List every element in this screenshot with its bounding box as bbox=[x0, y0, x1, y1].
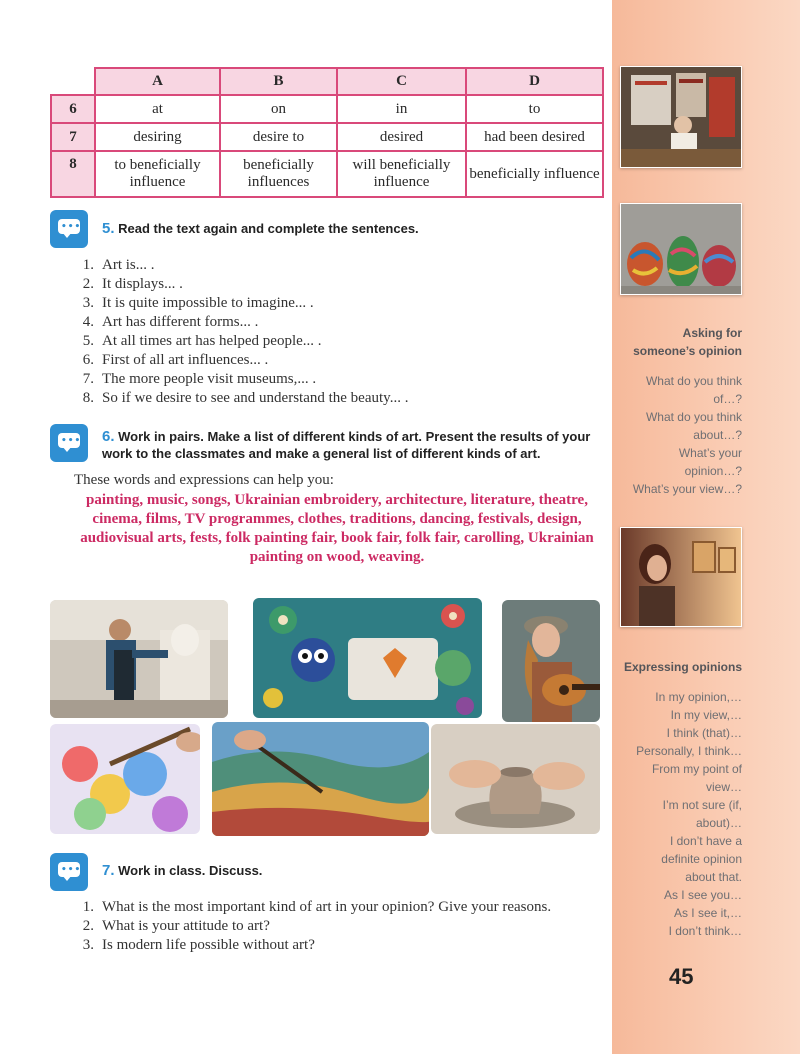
phrase-line: I think (that)… bbox=[666, 726, 742, 740]
column-header: A bbox=[95, 68, 220, 95]
task-number: 7. bbox=[102, 862, 115, 879]
task-number: 5. bbox=[102, 220, 115, 237]
table-row bbox=[51, 123, 603, 151]
expressing-opinions-heading: Expressing opinions bbox=[623, 660, 742, 674]
table-cell: in bbox=[337, 95, 466, 123]
table-cell: had been desired bbox=[466, 123, 603, 151]
embroidery-exhibition-photo bbox=[620, 66, 742, 168]
landscape-painting-photo bbox=[212, 722, 429, 836]
list-item: 1. What is the most important kind of art in your opinion? Give your reasons. bbox=[82, 899, 552, 915]
asking-title-line: someone’s opinion bbox=[633, 344, 742, 358]
phrase-line: What’s your view…? bbox=[632, 482, 742, 496]
phrase-line: What do you think bbox=[645, 374, 742, 388]
table-row bbox=[51, 95, 603, 123]
speech-bubble-icon: ••• bbox=[50, 210, 88, 248]
phrase-line: about)… bbox=[695, 816, 742, 830]
phrase-line: view… bbox=[705, 780, 742, 794]
phrase-line: As I see you… bbox=[663, 888, 742, 902]
row-number: 8 bbox=[51, 151, 95, 197]
table-cell: on bbox=[220, 95, 337, 123]
expressing-opinions-phrases bbox=[636, 688, 742, 940]
list-item: 1. Art is... . bbox=[82, 257, 155, 273]
column-header: D bbox=[466, 68, 603, 95]
phrase-line: Personally, I think… bbox=[636, 744, 742, 758]
task-6-instruction bbox=[102, 428, 602, 462]
phrase-line: I don’t think… bbox=[668, 924, 742, 938]
helper-text: These words and expressions can help you: bbox=[74, 472, 334, 488]
task-text: Read the text again and complete the sentences. bbox=[118, 221, 419, 236]
phrase-line: In my opinion,… bbox=[655, 690, 742, 704]
column-header: C bbox=[337, 68, 466, 95]
painted-pottery-photo bbox=[620, 203, 742, 295]
margin-sidebar bbox=[612, 0, 800, 1054]
task-5-list bbox=[74, 256, 408, 408]
list-item: 3. Is modern life possible without art? bbox=[82, 937, 315, 953]
pottery-wheel-photo bbox=[431, 724, 600, 834]
guitarist-photo bbox=[502, 600, 600, 722]
answer-options-table bbox=[50, 67, 604, 198]
phrase-line: definite opinion bbox=[661, 852, 742, 866]
phrase-line: about that. bbox=[685, 870, 742, 884]
task-text: Work in pairs. Make a list of different kinds of art. Present the results of your work to the classmates and make a general list of different kinds of art. bbox=[102, 429, 591, 461]
table-cell: will beneficially influence bbox=[337, 151, 466, 197]
list-item: 2. What is your attitude to art? bbox=[82, 918, 270, 934]
phrase-line: opinion…? bbox=[684, 464, 742, 478]
phrase-line: In my view,… bbox=[670, 708, 742, 722]
asking-title-line: Asking for bbox=[682, 326, 742, 340]
list-item: 7. The more people visit museums,... . bbox=[82, 371, 317, 387]
phrase-line: From my point of bbox=[651, 762, 742, 776]
task-7-instruction bbox=[102, 862, 262, 879]
list-item: 2. It displays... . bbox=[82, 276, 183, 292]
phrase-line: What do you think bbox=[645, 410, 742, 424]
task-number: 6. bbox=[102, 428, 115, 445]
woman-gallery-photo bbox=[620, 527, 742, 627]
table-cell: desiring bbox=[95, 123, 220, 151]
phrase-line: What’s your bbox=[678, 446, 742, 460]
list-item: 8. So if we desire to see and understand the beauty... . bbox=[82, 390, 409, 406]
speech-bubble-icon: ••• bbox=[50, 853, 88, 891]
list-item: 3. It is quite impossible to imagine... . bbox=[82, 295, 314, 311]
table-cell: at bbox=[95, 95, 220, 123]
phrase-line: As I see it,… bbox=[673, 906, 742, 920]
column-header: B bbox=[220, 68, 337, 95]
list-item: 4. Art has different forms... . bbox=[82, 314, 259, 330]
table-cell: to beneficially influence bbox=[95, 151, 220, 197]
painting-brush-photo bbox=[50, 724, 200, 834]
embroidery-crafts-photo bbox=[253, 598, 482, 718]
row-number: 7 bbox=[51, 123, 95, 151]
asking-opinion-heading bbox=[633, 324, 742, 360]
phrase-line: I don’t have a bbox=[669, 834, 742, 848]
task-5-instruction bbox=[102, 220, 419, 237]
task-7-list bbox=[74, 898, 600, 955]
sculptor-photo bbox=[50, 600, 228, 718]
table-cell: beneficially influences bbox=[220, 151, 337, 197]
table-cell: to bbox=[466, 95, 603, 123]
list-item: 5. At all times art has helped people... . bbox=[82, 333, 322, 349]
list-item: 6. First of all art influences... . bbox=[82, 352, 269, 368]
table-cell: beneficially influence bbox=[466, 151, 603, 197]
row-number: 6 bbox=[51, 95, 95, 123]
phrase-line: I’m not sure (if, bbox=[662, 798, 742, 812]
vocabulary-list: painting, music, songs, Ukrainian embroidery, architecture, literature, theatre, cinema, films, TV programmes, clothes, traditions, dancing, festivals, design, audiovisual arts, fests, folk painting fair, book fair, folk fair, carolling, Ukrainian painting on wood, weaving. bbox=[80, 492, 594, 565]
speech-bubble-icon: ••• bbox=[50, 424, 88, 462]
asking-opinion-phrases bbox=[633, 372, 742, 498]
task-text: Work in class. Discuss. bbox=[118, 863, 263, 878]
table-cell: desired bbox=[337, 123, 466, 151]
table-cell: desire to bbox=[220, 123, 337, 151]
phrase-line: of…? bbox=[713, 392, 742, 406]
page-number: 45 bbox=[669, 964, 694, 989]
table-row bbox=[51, 151, 603, 197]
phrase-line: about…? bbox=[693, 428, 742, 442]
